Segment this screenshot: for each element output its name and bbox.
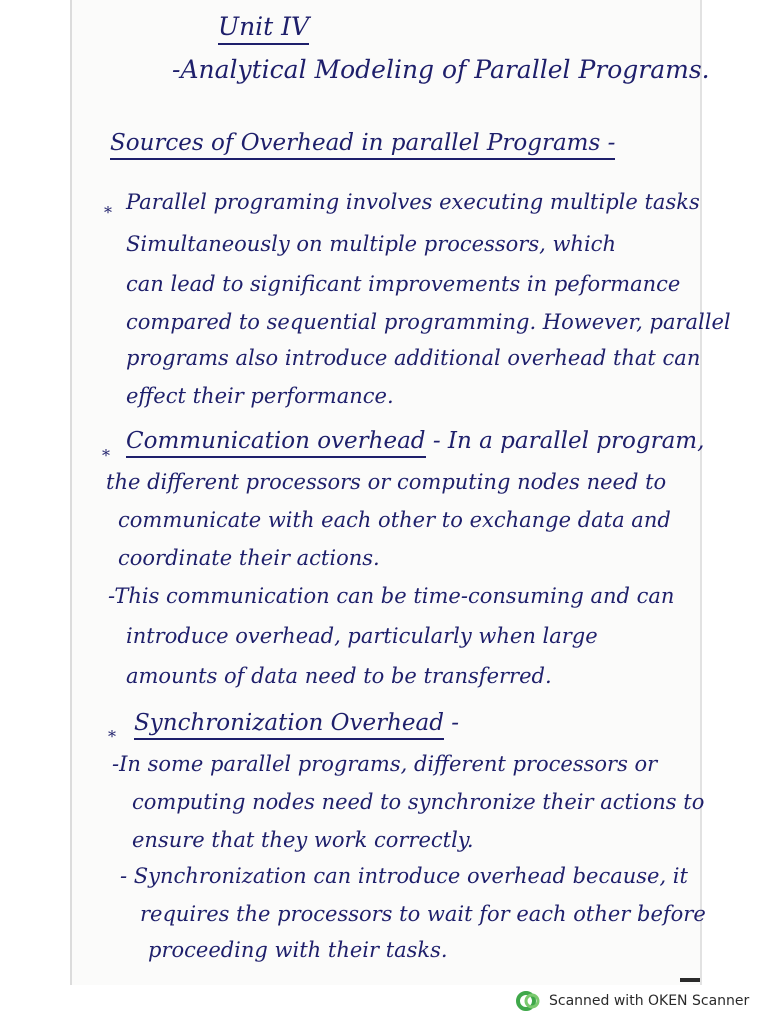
sync-line-5: requires the processors to wait for each other before xyxy=(140,902,706,926)
sync-line-4: - Synchronization can introduce overhead because, it xyxy=(120,864,688,888)
para1-line-4: compared to sequential programming. However, parallel xyxy=(126,310,731,334)
bullet-1: * xyxy=(104,203,112,222)
comm-line-5: -This communication can be time-consuming and can xyxy=(108,584,675,608)
page-title: -Analytical Modeling of Parallel Programs. xyxy=(172,55,710,84)
oken-scanner-logo-icon xyxy=(515,990,541,1012)
comm-line-4: coordinate their actions. xyxy=(118,546,380,570)
sync-line-2: computing nodes need to synchronize their actions to xyxy=(132,790,705,814)
para1-line-5: programs also introduce additional overhead that can xyxy=(126,346,701,370)
sync-heading: Synchronization Overhead - xyxy=(134,710,459,736)
para1-line-6: effect their performance. xyxy=(126,384,394,408)
para1-line-3: can lead to significant improvements in peformance xyxy=(126,272,681,296)
bullet-3: * xyxy=(108,727,116,746)
sync-line-1: -In some parallel programs, different processors or xyxy=(112,752,658,776)
comm-line-2: the different processors or computing nodes need to xyxy=(106,470,667,494)
para1-line-1: Parallel programing involves executing multiple tasks xyxy=(126,190,700,214)
comm-heading: Communication overhead - In a parallel program, xyxy=(126,428,704,454)
comm-line-6: introduce overhead, particularly when large xyxy=(126,624,598,648)
comm-line-7: amounts of data need to be transferred. xyxy=(126,664,552,688)
bullet-2: * xyxy=(102,446,110,465)
sync-line-6: proceeding with their tasks. xyxy=(148,938,448,962)
section-heading: Sources of Overhead in parallel Programs - xyxy=(110,130,615,156)
scanner-watermark-text: Scanned with OKEN Scanner xyxy=(549,993,750,1009)
scanner-watermark xyxy=(515,988,749,1014)
unit-label: Unit IV xyxy=(218,12,309,41)
page-edge-mark xyxy=(680,978,700,982)
para1-line-2: Simultaneously on multiple processors, which xyxy=(126,232,616,256)
sync-line-3: ensure that they work correctly. xyxy=(132,828,474,852)
comm-line-3: communicate with each other to exchange data and xyxy=(118,508,671,532)
